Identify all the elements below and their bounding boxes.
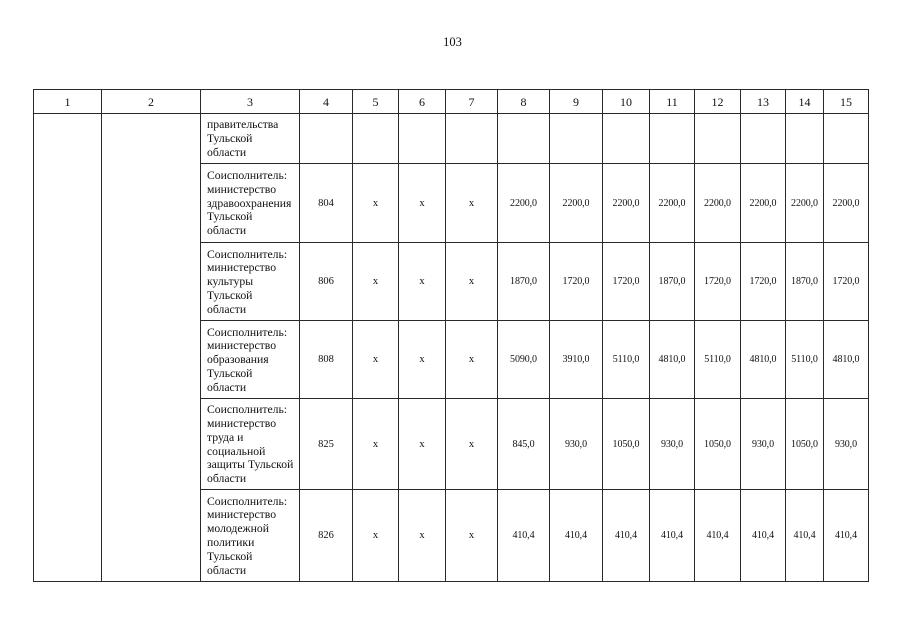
- executor-line: защиты Тульской: [207, 458, 294, 472]
- empty-cell: [695, 114, 741, 164]
- empty-cell: [353, 114, 399, 164]
- amount-cell: 2200,0: [650, 164, 695, 243]
- amount-cell: 2200,0: [498, 164, 550, 243]
- header-cell-4: 4: [300, 90, 353, 114]
- executor-line: Соисполнитель:: [207, 247, 288, 261]
- amount-cell: 4810,0: [741, 321, 786, 399]
- code-cell: 804: [300, 164, 353, 243]
- executor-line: министерство: [207, 261, 277, 275]
- header-cell-5: 5: [353, 90, 399, 114]
- executor-line: труда и: [207, 430, 244, 444]
- amount-cell: 5090,0: [498, 321, 550, 399]
- empty-cell: [498, 114, 550, 164]
- executor-line: культуры: [207, 275, 254, 289]
- amount-cell: 2200,0: [824, 164, 869, 243]
- executor-line: Соисполнитель:: [207, 325, 288, 339]
- header-cell-14: 14: [786, 90, 824, 114]
- header-cell-2: 2: [102, 90, 201, 114]
- amount-cell: 410,4: [650, 490, 695, 582]
- executor-cell: [201, 321, 300, 399]
- amount-cell: 1720,0: [603, 243, 650, 321]
- empty-cell: [550, 114, 603, 164]
- header-cell-8: 8: [498, 90, 550, 114]
- amount-cell: 1720,0: [550, 243, 603, 321]
- executor-line: социальной: [207, 444, 266, 458]
- header-cell-9: 9: [550, 90, 603, 114]
- amount-cell: 410,4: [695, 490, 741, 582]
- mark-cell: х: [399, 164, 446, 243]
- mark-cell: х: [399, 243, 446, 321]
- amount-cell: 410,4: [550, 490, 603, 582]
- executor-line: министерство: [207, 508, 277, 522]
- executor-line: Тульской: [207, 132, 253, 146]
- mark-cell: х: [399, 321, 446, 399]
- mark-cell: х: [446, 490, 498, 582]
- empty-cell: [603, 114, 650, 164]
- executor-line: министерство: [207, 416, 277, 430]
- amount-cell: 845,0: [498, 399, 550, 490]
- data-table: [33, 89, 869, 582]
- executor-line: молодежной: [207, 522, 269, 536]
- mark-cell: х: [353, 243, 399, 321]
- executor-line: политики: [207, 536, 255, 549]
- empty-cell: [446, 114, 498, 164]
- code-cell: 806: [300, 243, 353, 321]
- amount-cell: 410,4: [498, 490, 550, 582]
- executor-cell: [201, 243, 300, 321]
- amount-cell: 5110,0: [603, 321, 650, 399]
- executor-line: области: [207, 145, 247, 159]
- executor-line: Соисполнитель:: [207, 403, 288, 417]
- mark-cell: х: [399, 490, 446, 582]
- amount-cell: 3910,0: [550, 321, 603, 399]
- amount-cell: 1050,0: [603, 399, 650, 490]
- amount-cell: 5110,0: [695, 321, 741, 399]
- amount-cell: 1870,0: [650, 243, 695, 321]
- executor-cell: [201, 114, 300, 164]
- amount-cell: 2200,0: [550, 164, 603, 243]
- amount-cell: 1720,0: [695, 243, 741, 321]
- mark-cell: х: [353, 399, 399, 490]
- executor-line: Соисполнитель:: [207, 494, 288, 508]
- code-cell: 808: [300, 321, 353, 399]
- header-cell-15: 15: [824, 90, 869, 114]
- amount-cell: 410,4: [741, 490, 786, 582]
- header-cell-13: 13: [741, 90, 786, 114]
- mark-cell: х: [399, 399, 446, 490]
- amount-cell: 1870,0: [498, 243, 550, 321]
- amount-cell: 930,0: [650, 399, 695, 490]
- empty-cell: [300, 114, 353, 164]
- amount-cell: 2200,0: [786, 164, 824, 243]
- mark-cell: х: [446, 399, 498, 490]
- executor-line: министерство: [207, 339, 277, 353]
- amount-cell: 1050,0: [695, 399, 741, 490]
- mark-cell: х: [446, 164, 498, 243]
- executor-line: области: [207, 563, 247, 577]
- code-cell: 825: [300, 399, 353, 490]
- merged-cell-col-1: [34, 114, 102, 582]
- amount-cell: 4810,0: [824, 321, 869, 399]
- executor-line: Тульской: [207, 549, 253, 563]
- executor-line: образования: [207, 353, 269, 367]
- header-cell-11: 11: [650, 90, 695, 114]
- amount-cell: 2200,0: [741, 164, 786, 243]
- amount-cell: 930,0: [550, 399, 603, 490]
- amount-cell: 1720,0: [824, 243, 869, 321]
- header-row: [34, 90, 869, 114]
- mark-cell: х: [446, 243, 498, 321]
- empty-cell: [650, 114, 695, 164]
- amount-cell: 410,4: [824, 490, 869, 582]
- amount-cell: 410,4: [786, 490, 824, 582]
- amount-cell: 2200,0: [603, 164, 650, 243]
- executor-line: области: [207, 380, 247, 394]
- executor-cell: [201, 399, 300, 490]
- mark-cell: х: [446, 321, 498, 399]
- header-cell-3: 3: [201, 90, 300, 114]
- mark-cell: х: [353, 164, 399, 243]
- executor-line: Тульской: [207, 288, 253, 302]
- executor-line: области: [207, 472, 247, 486]
- executor-line: министерство: [207, 182, 277, 196]
- executor-line: здравоохранения: [207, 196, 292, 210]
- executor-line: области: [207, 302, 247, 316]
- header-cell-10: 10: [603, 90, 650, 114]
- header-cell-1: 1: [34, 90, 102, 114]
- amount-cell: 1050,0: [786, 399, 824, 490]
- amount-cell: 5110,0: [786, 321, 824, 399]
- amount-cell: 930,0: [824, 399, 869, 490]
- empty-cell: [786, 114, 824, 164]
- header-cell-6: 6: [399, 90, 446, 114]
- empty-cell: [741, 114, 786, 164]
- executor-cell: [201, 490, 300, 582]
- amount-cell: 1720,0: [741, 243, 786, 321]
- amount-cell: 410,4: [603, 490, 650, 582]
- merged-cell-col-2: [102, 114, 201, 582]
- executor-line: Тульской: [207, 210, 253, 224]
- header-cell-7: 7: [446, 90, 498, 114]
- mark-cell: х: [353, 321, 399, 399]
- executor-line: Тульской: [207, 366, 253, 380]
- amount-cell: 930,0: [741, 399, 786, 490]
- empty-cell: [824, 114, 869, 164]
- executor-line: области: [207, 224, 247, 238]
- code-cell: 826: [300, 490, 353, 582]
- executor-line: Соисполнитель:: [207, 169, 288, 182]
- amount-cell: 4810,0: [650, 321, 695, 399]
- amount-cell: 2200,0: [695, 164, 741, 243]
- page-number: 103: [443, 35, 462, 49]
- executor-cell: [201, 164, 300, 243]
- header-cell-12: 12: [695, 90, 741, 114]
- executor-line: правительства: [207, 118, 279, 132]
- amount-cell: 1870,0: [786, 243, 824, 321]
- empty-cell: [399, 114, 446, 164]
- mark-cell: х: [353, 490, 399, 582]
- table-row: [34, 114, 869, 164]
